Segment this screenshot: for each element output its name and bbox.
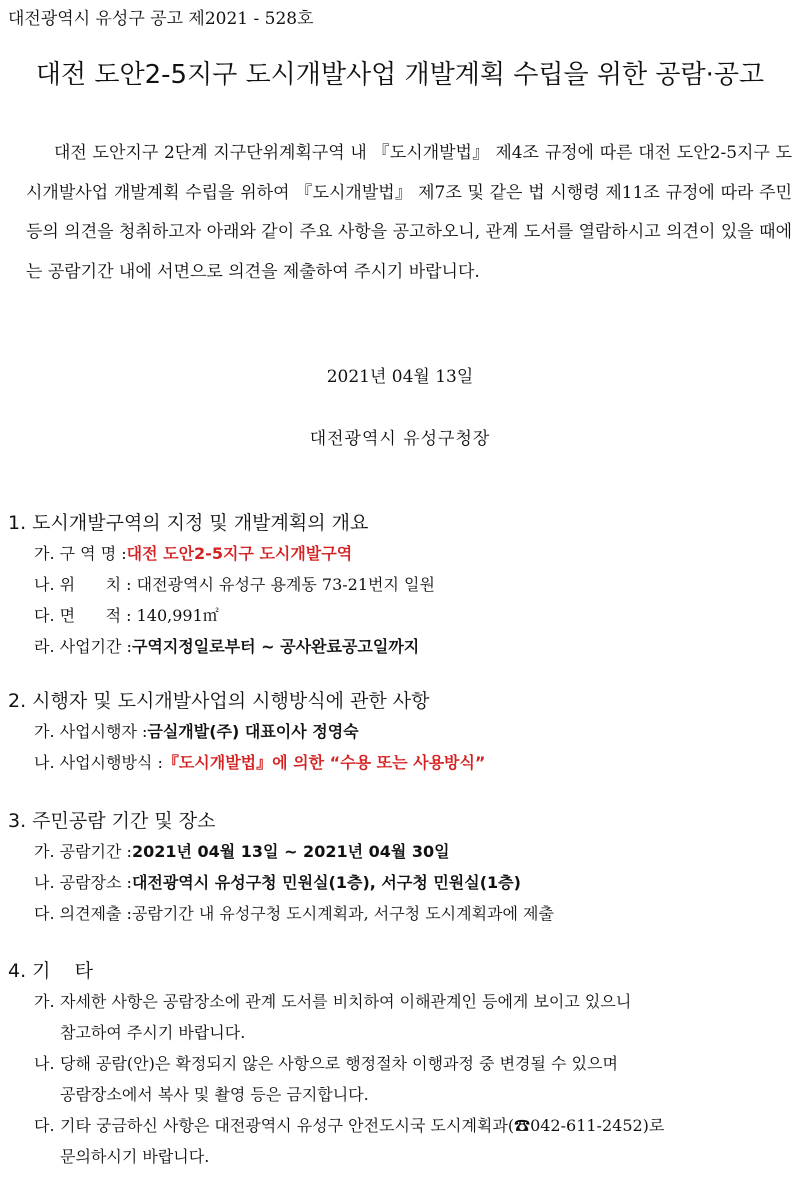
- item-value: 구역지정일로부터 ~ 공사완료공고일까지: [131, 637, 420, 656]
- document-title: 대전 도안2-5지구 도시개발사업 개발계획 수립을 위한 공람·공고: [35, 60, 765, 90]
- other-item: [8, 986, 792, 1048]
- item-text-line: 문의하시기 바랍니다.: [60, 1147, 210, 1166]
- item-label: 가. 구 역 명 :: [34, 544, 127, 563]
- issuer-signature: 대전광역시 유성구청장: [309, 429, 491, 449]
- item-value: 140,991㎡: [136, 606, 219, 625]
- item-label: 가. 공람기간 :: [34, 842, 132, 861]
- notice-number: 대전광역시 유성구 공고 제2021 - 528호: [8, 9, 314, 29]
- item-value: 2021년 04월 13일 ~ 2021년 04월 30일: [131, 842, 450, 861]
- item-text-line: 기타 궁금하신 사항은 대전광역시 유성구 안전도시국 도시계획과(☎042-611-2452)로: [60, 1116, 665, 1135]
- other-item: [8, 1110, 792, 1172]
- intro-line-4: 아래와 같이 주요 사항을 공고하오니, 관계 도서를 열람하시고 의견이 있을: [206, 222, 754, 242]
- item-value: 공람기간 내 유성구청 도시계획과, 서구청 도시계획과에 제출: [131, 904, 554, 923]
- item-label: 나. 사업시행방식 :: [34, 753, 163, 772]
- intro-line-1: 대전 도안지구 2단계 지구단위계획구역 내 『도시개발법』 제4조 규정에: [54, 143, 594, 163]
- review-item-place: [8, 867, 792, 898]
- item-value: 대전광역시 유성구청 민원실(1층), 서구청 민원실(1층): [131, 873, 521, 892]
- section-public-review: [8, 806, 792, 929]
- intro-paragraph: [26, 134, 792, 292]
- section-other: [8, 956, 792, 1172]
- item-value: 대전광역시 유성구 용계동 73-21번지 일원: [136, 575, 435, 594]
- operator-item-name: [8, 716, 792, 747]
- section-heading: 4. 기 타: [8, 960, 94, 982]
- section-heading: 2. 시행자 및 도시개발사업의 시행방식에 관한 사항: [8, 690, 430, 712]
- item-mark: 나.: [34, 1054, 55, 1073]
- item-text-line: 공람장소에서 복사 및 촬영 등은 금지합니다.: [60, 1085, 369, 1104]
- other-item: [8, 1048, 792, 1110]
- section-heading: 1. 도시개발구역의 지정 및 개발계획의 개요: [8, 512, 369, 534]
- overview-item-area-name: [8, 538, 792, 569]
- item-label: 나. 위 치 :: [34, 575, 137, 594]
- review-item-submission: [8, 898, 792, 929]
- item-mark: 다.: [34, 1116, 55, 1135]
- section-operator: [8, 686, 792, 778]
- intro-line-5: 때에는 공람기간 내에 서면으로 의견을 제출하여 주시기 바랍니다.: [26, 222, 792, 282]
- item-mark: 가.: [34, 992, 55, 1011]
- section-heading: 3. 주민공람 기간 및 장소: [8, 810, 216, 832]
- intro-line-2: 따른 대전 도안2-5지구 도시개발사업 개발계획 수립을 위하여 『도시개발법』: [26, 143, 793, 203]
- item-label: 다. 의견제출 :: [34, 904, 132, 923]
- operator-item-method: [8, 747, 792, 778]
- overview-item-location: [8, 569, 792, 600]
- item-label: 라. 사업기간 :: [34, 637, 132, 656]
- item-value: 금실개발(주) 대표이사 정영숙: [147, 722, 359, 741]
- intro-line-3: 제7조 및 같은 법 시행령 제11조 규정에 따라 주민 등의 의견을 청취하고자: [26, 182, 792, 242]
- overview-item-period: [8, 631, 792, 662]
- item-label: 나. 공람장소 :: [34, 873, 132, 892]
- item-label: 다. 면 적 :: [34, 606, 137, 625]
- item-value: 『도시개발법』에 의한 “수용 또는 사용방식”: [162, 753, 486, 772]
- item-text-line: 자세한 사항은 공람장소에 관계 도서를 비치하여 이해관계인 등에게 보이고 있으니: [60, 992, 632, 1011]
- notice-date: 2021년 04월 13일: [326, 367, 474, 387]
- overview-item-area-size: [8, 600, 792, 631]
- section-overview: [8, 508, 792, 662]
- item-text-line: 참고하여 주시기 바랍니다.: [60, 1023, 246, 1042]
- item-value: 대전 도안2-5지구 도시개발구역: [126, 544, 353, 563]
- review-item-period: [8, 836, 792, 867]
- item-text-line: 당해 공람(안)은 확정되지 않은 사항으로 행정절차 이행과정 중 변경될 수 있으며: [60, 1054, 618, 1073]
- item-label: 가. 사업시행자 :: [34, 722, 148, 741]
